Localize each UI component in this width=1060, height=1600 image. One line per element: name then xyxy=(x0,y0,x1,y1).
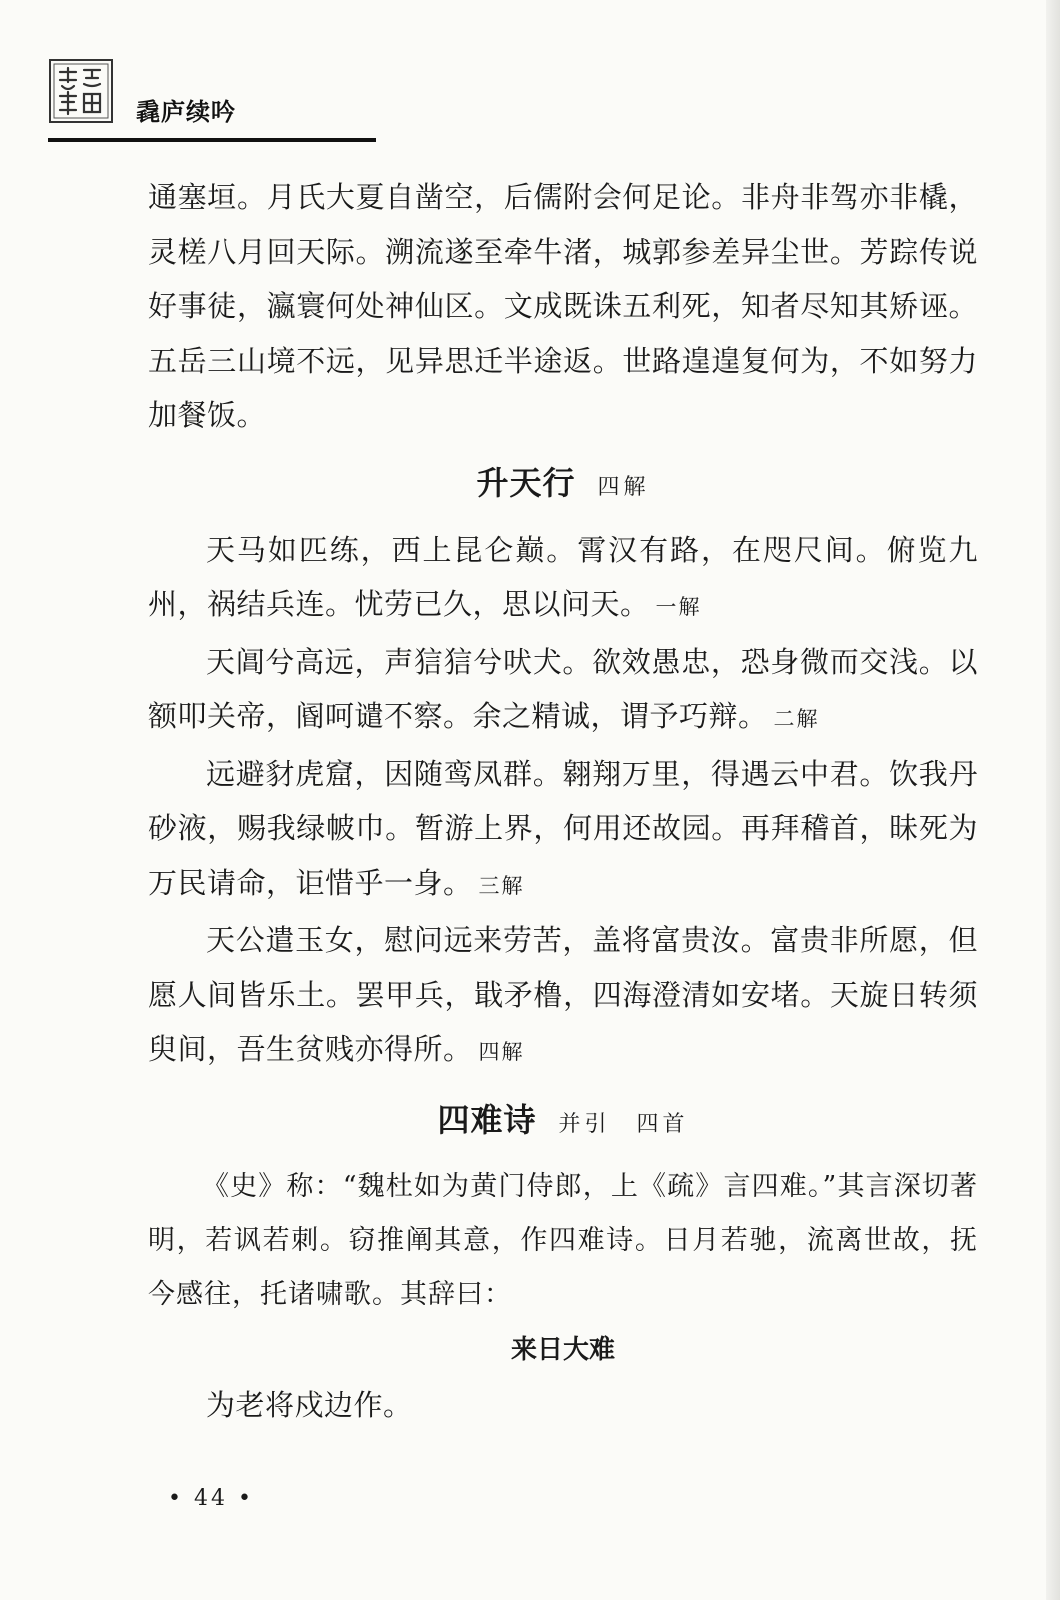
poem-paragraph xyxy=(148,913,978,1080)
poem-title xyxy=(148,1080,978,1160)
stanza-note: 四解 xyxy=(478,1040,525,1064)
poem-title xyxy=(148,443,978,523)
poem-title-main: 升天行 xyxy=(476,463,576,502)
seal-logo-icon xyxy=(48,58,114,124)
stanza-note: 二解 xyxy=(773,707,820,731)
poem-title-sub: 四解 xyxy=(597,474,650,500)
page-body xyxy=(148,170,978,1432)
poem-paragraph xyxy=(148,747,978,914)
paragraph-text: 天阊兮高远，声狺狺兮吠犬。欲效愚忠，恐身微而交浅。以额叩关帝，阍呵谴不察。余之精诚，谓予巧辩。 xyxy=(148,644,978,733)
poem-subheading: 来日大难 xyxy=(510,1334,615,1365)
page-number: • 44 • xyxy=(168,1486,254,1511)
paragraph-text: 通塞垣。月氏大夏自凿空，后儒附会何足论。非舟非驾亦非橇，灵槎八月回天际。溯流遂至牵牛渚，城郭参差异尘世。芳踪传说好事徒，瀛寰何处神仙区。文成既诛五利死，知者尽知其矫诬。五岳三山境不远，见异思迁半途返。世路遑遑复何为，不如努力加餐饭。 xyxy=(148,180,978,432)
header-rule xyxy=(48,138,376,142)
paragraph-text: 天马如匹练，西上昆仑巅。霄汉有路，在咫尺间。俯览九州，祸结兵连。忧劳已久，思以问天。 xyxy=(148,532,978,621)
page-edge-shadow xyxy=(1046,0,1060,1600)
poem-title-sub: 并引 四首 xyxy=(558,1111,689,1137)
stanza-note: 一解 xyxy=(655,595,702,619)
preface-paragraph: 《史》称：“魏杜如为黄门侍郎，上《疏》言四难。”其言深切著明，若讽若刺。窃推阐其意，作四难诗。日月若驰，流离世故，抚今感往，托诸啸歌。其辞曰： xyxy=(148,1170,978,1310)
poem-paragraph xyxy=(148,523,978,635)
poem-title-main: 四难诗 xyxy=(437,1100,537,1139)
poem-paragraph xyxy=(148,1378,978,1433)
poem-paragraph xyxy=(148,635,978,747)
paragraph-text: 远避豺虎窟，因随鸾凤群。翱翔万里，得遇云中君。饮我丹砂液，赐我绿帔巾。暂游上界，何用还故园。再拜稽首，昧死为万民请命，讵惜乎一身。 xyxy=(148,756,978,900)
running-header-book-title: 毳庐续吟 xyxy=(136,98,236,126)
paragraph-text: 天公遣玉女，慰问远来劳苦，盖将富贵汝。富贵非所愿，但愿人间皆乐土。罢甲兵，戢矛橹，四海澄清如安堵。天旋日转须臾间，吾生贫贱亦得所。 xyxy=(148,923,978,1066)
stanza-note: 三解 xyxy=(478,873,525,898)
paragraph-text: 为老将戍边作。 xyxy=(206,1387,413,1422)
poem-paragraph xyxy=(148,170,978,443)
